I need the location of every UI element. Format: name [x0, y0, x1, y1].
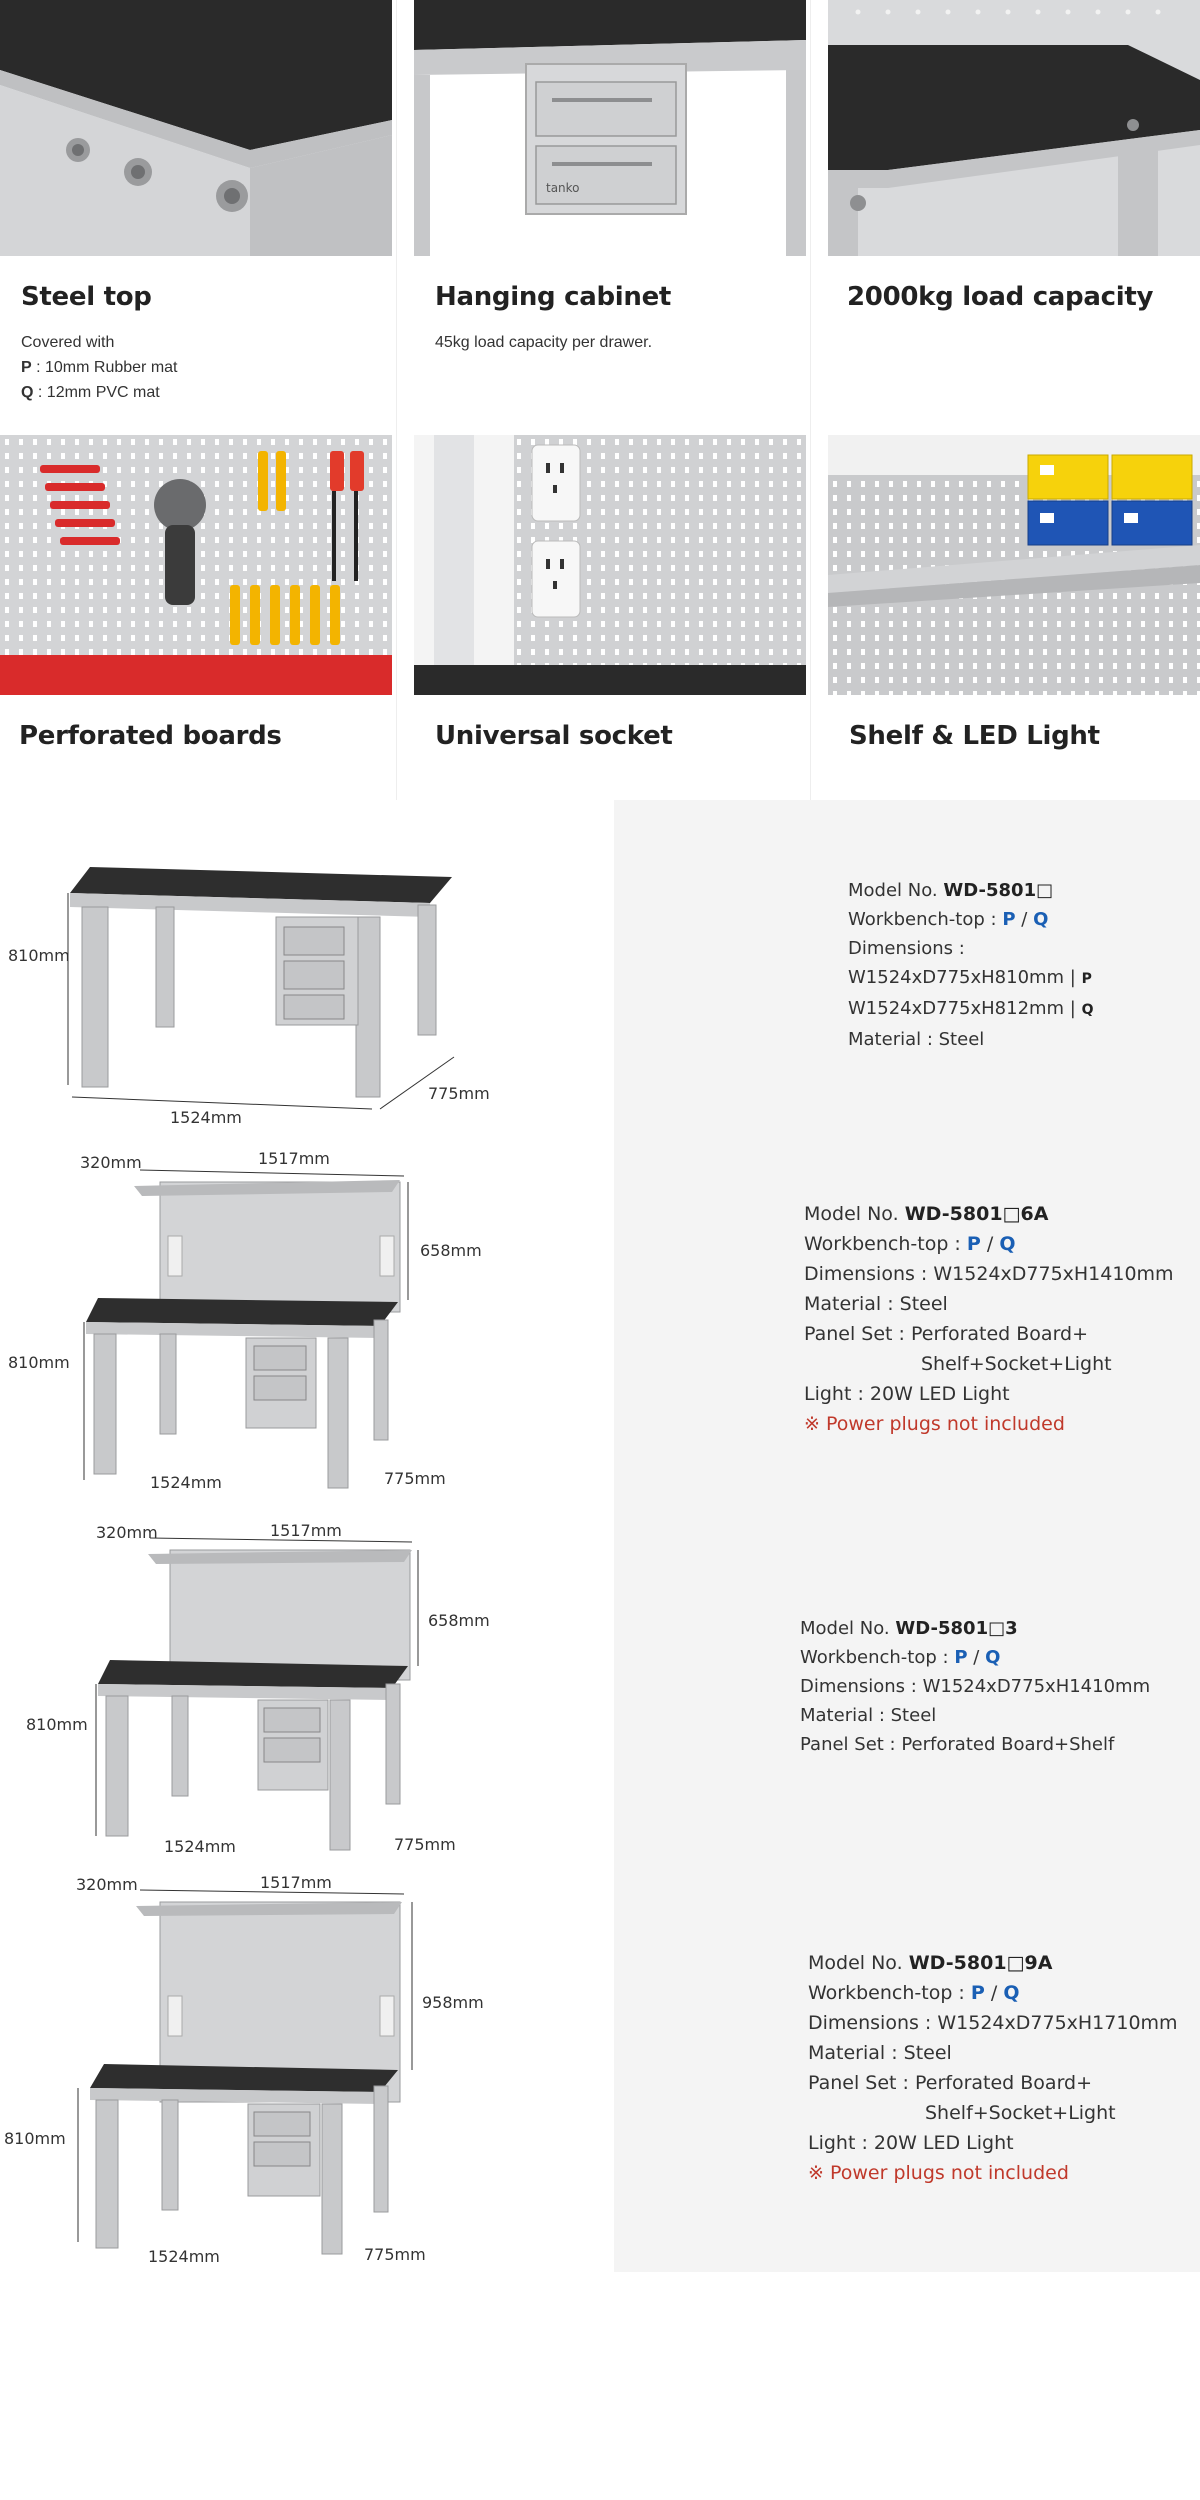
depth-dimension-label: 775mm — [364, 2245, 426, 2264]
width-dimension-label: 1524mm — [170, 1108, 242, 1125]
power-plug-warning: ※ Power plugs not included — [808, 2162, 1069, 2184]
feature-title: Perforated boards — [19, 721, 282, 751]
feature-title: 2000kg load capacity — [847, 282, 1154, 312]
perforated-boards-image — [0, 435, 392, 695]
model-1-specs: Model No. WD-5801□ Workbench-top : P / Q Dimensions : W1524xD775xH810mm | P W1524xD775xH812mm | Q Material : Steel — [848, 880, 1094, 1050]
height-dimension-label: 810mm — [8, 946, 70, 965]
model-2-diagram — [0, 1140, 560, 1505]
top-width-dimension-label: 1517mm — [260, 1873, 332, 1892]
column-divider — [396, 0, 397, 800]
model-3-diagram — [0, 1520, 560, 1865]
feature-title: Hanging cabinet — [435, 282, 672, 312]
feature-shelf-led — [828, 435, 1200, 800]
feature-description: 45kg load capacity per drawer. — [435, 334, 653, 351]
shelf-dimension-label: 320mm — [80, 1153, 142, 1172]
panel-dimension-label: 958mm — [422, 1993, 484, 2012]
power-plug-warning: ※ Power plugs not included — [804, 1413, 1065, 1435]
column-divider — [810, 0, 811, 800]
feature-hanging-cabinet — [414, 0, 806, 430]
depth-dimension-label: 775mm — [384, 1469, 446, 1488]
feature-universal-socket — [414, 435, 806, 800]
model-code: WD-5801□ — [943, 880, 1054, 901]
top-width-dimension-label: 1517mm — [258, 1149, 330, 1168]
width-dimension-label: 1524mm — [148, 2247, 220, 2266]
feature-title: Steel top — [21, 282, 152, 312]
panel-dimension-label: 658mm — [428, 1611, 490, 1630]
height-dimension-label: 810mm — [26, 1715, 88, 1734]
depth-dimension-label: 775mm — [428, 1084, 490, 1103]
model-code: WD-5801□9A — [908, 1952, 1053, 1974]
panel-dimension-label: 658mm — [420, 1241, 482, 1260]
model-code: WD-5801□3 — [895, 1618, 1018, 1639]
width-dimension-label: 1524mm — [164, 1837, 236, 1856]
shelf-dimension-label: 320mm — [76, 1875, 138, 1894]
depth-dimension-label: 775mm — [394, 1835, 456, 1854]
feature-steel-top — [0, 0, 392, 430]
hanging-cabinet-image — [414, 0, 806, 256]
model-1-diagram — [0, 845, 560, 1130]
brand-logo-text: tanko — [546, 181, 580, 195]
feature-load-capacity — [828, 0, 1200, 430]
universal-socket-image — [414, 435, 806, 695]
feature-description: Covered with P : 10mm Rubber mat Q : 12mm PVC mat — [21, 334, 178, 401]
feature-perforated-boards — [0, 435, 392, 800]
shelf-dimension-label: 320mm — [96, 1523, 158, 1542]
width-dimension-label: 1524mm — [150, 1473, 222, 1492]
load-capacity-image — [828, 0, 1200, 256]
steel-top-image — [0, 0, 392, 256]
model-4-specs: Model No. WD-5801□9A Workbench-top : P / Q Dimensions : W1524xD775xH1710mm Material : Steel Panel Set : Perforated Board+ Shelf+Socket+Light Light : 20W LED Light ※ Power plugs not included — [808, 1948, 1178, 2188]
shelf-led-image — [828, 435, 1200, 695]
model-code: WD-5801□6A — [904, 1203, 1049, 1225]
height-dimension-label: 810mm — [4, 2129, 66, 2148]
model-2-specs: Model No. WD-5801□6A Workbench-top : P / Q Dimensions : W1524xD775xH1410mm Material : Steel Panel Set : Perforated Board+ Shelf+Socket+Light Light : 20W LED Light ※ Power plugs not included — [804, 1199, 1174, 1439]
height-dimension-label: 810mm — [8, 1353, 70, 1372]
model-3-specs: Model No. WD-5801□3 Workbench-top : P / Q Dimensions : W1524xD775xH1410mm Material : Steel Panel Set : Perforated Board+Shelf — [800, 1618, 1151, 1755]
feature-title: Shelf & LED Light — [849, 721, 1100, 751]
feature-title: Universal socket — [435, 721, 673, 751]
top-width-dimension-label: 1517mm — [270, 1521, 342, 1540]
model-4-diagram — [0, 1870, 560, 2275]
